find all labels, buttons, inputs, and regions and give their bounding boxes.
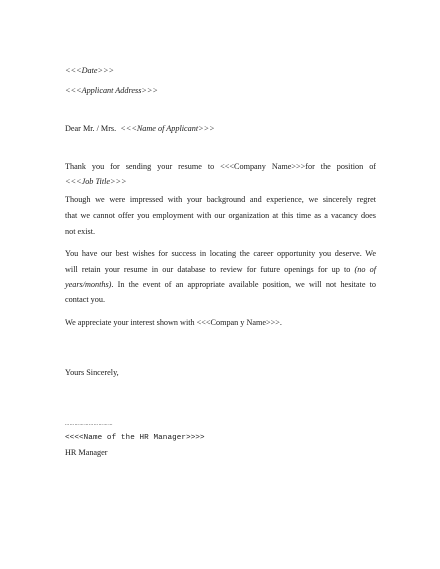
paragraph-3-line-2-end: (no of — [354, 265, 377, 274]
paragraph-2-line-3: not exist. — [65, 227, 96, 236]
paragraph-2-line-2: that we cannot offer you employment with our organization at this time as a vacancy does — [65, 211, 376, 220]
salutation — [65, 124, 215, 133]
paragraph-3-line-2-text: will retain your resume in our database to review for future openings for up to — [65, 265, 351, 274]
hr-manager-name-placeholder: <<<<Name of the HR Manager>>>> — [65, 434, 205, 442]
paragraph-3-line-1: You have our best wishes for success in locating the career opportunity you deserve. We — [65, 249, 376, 258]
signature-line: ………………………… — [65, 420, 114, 428]
applicant-address-placeholder: <<<Applicant Address>>> — [65, 86, 158, 95]
salutation-prefix: Dear Mr. / Mrs. — [65, 124, 117, 133]
closing: Yours Sincerely, — [65, 368, 119, 377]
job-title-placeholder: <<<Job Title>>> — [65, 177, 127, 186]
date-placeholder: <<<Date>>> — [65, 66, 115, 75]
paragraph-3-line-2 — [65, 265, 376, 274]
paragraph-1-line-1 — [65, 162, 376, 171]
paragraph-3-line-3 — [65, 280, 376, 289]
paragraph-1-line-1-text: Thank you for sending your resume to <<<Company Name>>>for the position — [65, 162, 364, 171]
hr-manager-title: HR Manager — [65, 448, 108, 457]
paragraph-1-line-1-end: of — [369, 162, 377, 171]
years-months-placeholder: years/months) — [65, 280, 112, 289]
paragraph-2-line-1: Though we were impressed with your background and experience, we sincerely regret — [65, 195, 376, 204]
paragraph-3-line-4: contact you. — [65, 295, 106, 304]
paragraph-3-line-3-text: . In the event of an appropriate available position, we will not hesitate to — [111, 280, 376, 289]
paragraph-4: We appreciate your interest shown with <<<Compan y Name>>>. — [65, 318, 282, 327]
applicant-name-placeholder: <<<Name of Applicant>>> — [120, 124, 215, 133]
